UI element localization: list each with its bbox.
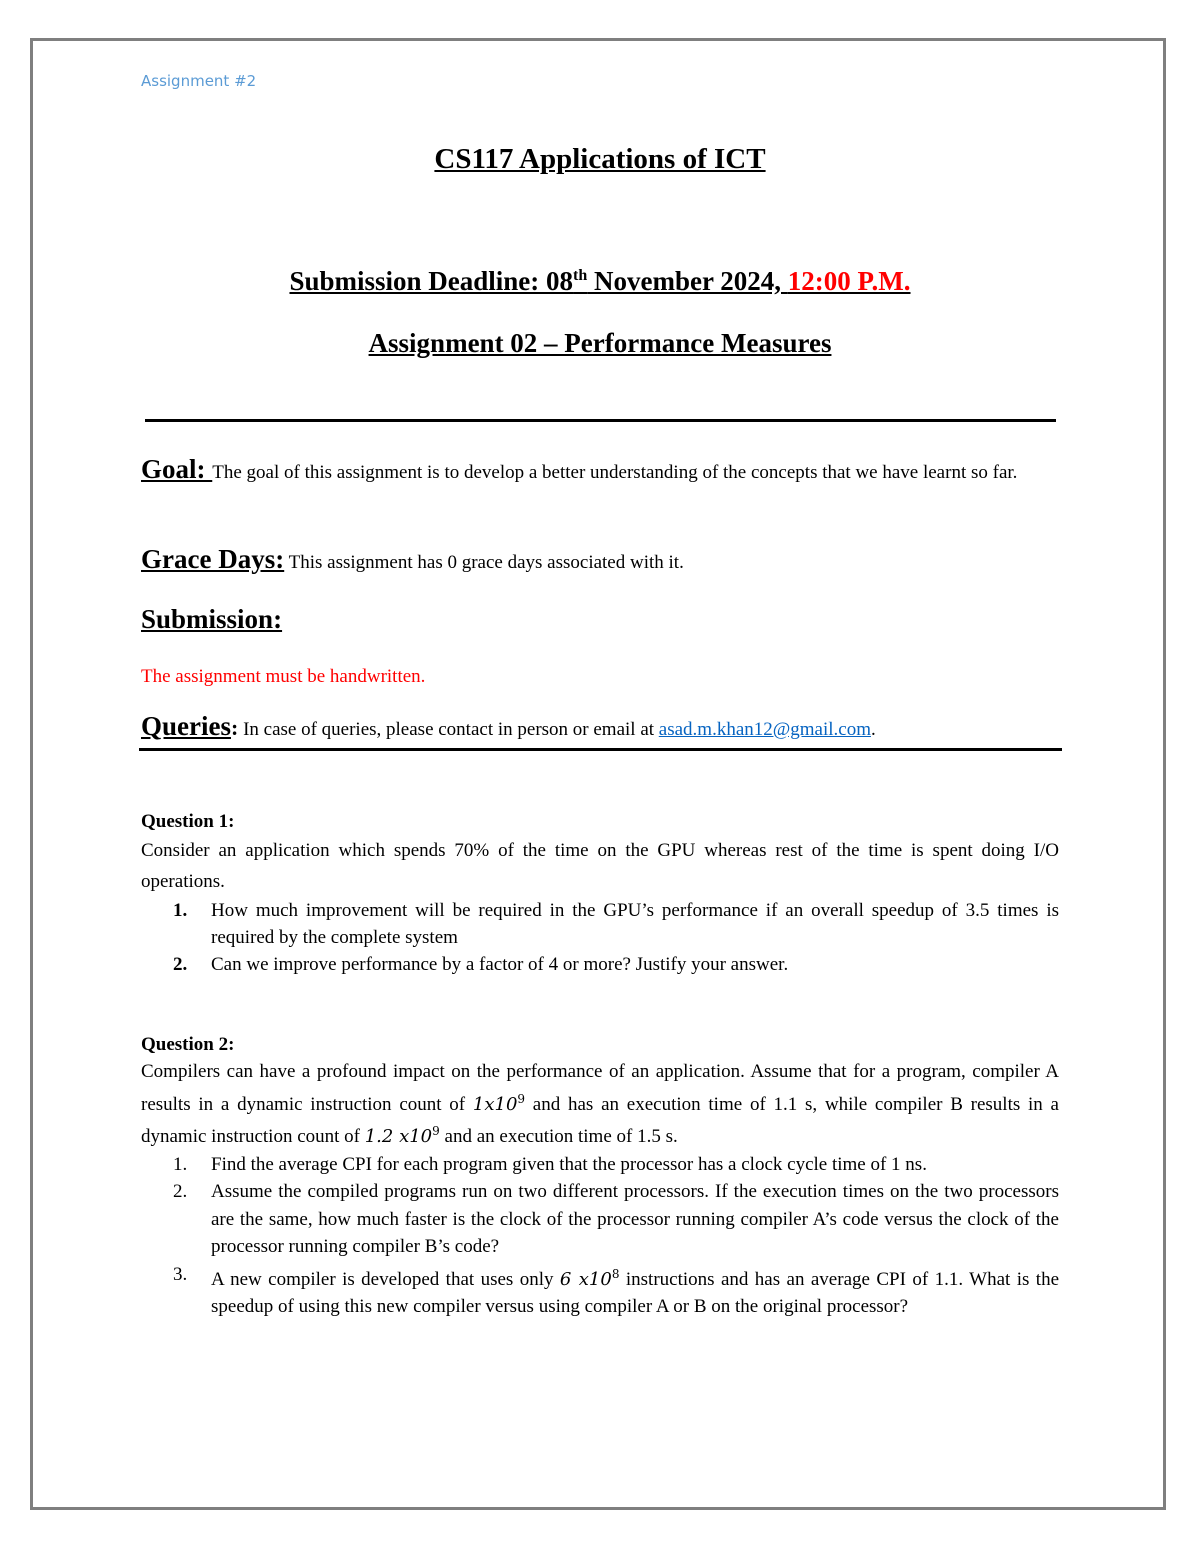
queries-text: In case of queries, please contact in person or email at bbox=[238, 719, 659, 740]
item-text: Assume the compiled programs run on two different processors. If the execution times on the two processors are the same, how much faster is the clock of the processor running compiler A’s code versus the clock of the processor running compiler B’s code? bbox=[211, 1181, 1059, 1257]
deadline-date: November 2024, bbox=[587, 266, 788, 296]
math-base: 6 x10 bbox=[559, 1268, 612, 1290]
body-part-c: and an execution time of 1.5 s. bbox=[439, 1126, 678, 1147]
question-2-body bbox=[141, 1058, 1059, 1151]
queries-label: Queries bbox=[141, 711, 231, 741]
goal-section bbox=[141, 451, 1061, 491]
item-text: How much improvement will be required in the GPU’s performance if an overall speedup of 3.5 times is required by the complete system bbox=[211, 900, 1059, 948]
list-item bbox=[141, 1178, 1059, 1261]
divider-top bbox=[145, 419, 1056, 422]
grace-text: This assignment has 0 grace days associated with it. bbox=[284, 552, 684, 573]
deadline-prefix: Submission Deadline: 08 bbox=[289, 266, 574, 296]
math-base: 1.2 x10 bbox=[364, 1126, 433, 1147]
math-base: 1x10 bbox=[472, 1093, 518, 1115]
header-tag: Assignment #2 bbox=[141, 72, 257, 90]
list-item bbox=[141, 1261, 1059, 1321]
question-1-list bbox=[141, 897, 1059, 978]
deadline-title bbox=[0, 266, 1200, 297]
math-exp: 9 bbox=[517, 1091, 526, 1106]
math-count-a bbox=[472, 1091, 526, 1115]
question-2-title: Question 2: bbox=[141, 1034, 235, 1055]
course-title: CS117 Applications of ICT bbox=[434, 143, 766, 175]
question-2 bbox=[141, 1031, 1059, 1321]
goal-label: Goal: bbox=[141, 454, 213, 484]
question-1-title: Question 1: bbox=[141, 811, 235, 832]
divider-bottom bbox=[139, 748, 1062, 751]
item-text: A new compiler is developed that uses only bbox=[211, 1268, 560, 1290]
math-exp: 9 bbox=[432, 1124, 440, 1138]
email-link[interactable]: asad.m.khan12@gmail.com bbox=[658, 719, 871, 740]
item-number: 2. bbox=[173, 1181, 188, 1202]
item-number: 2. bbox=[173, 954, 188, 975]
question-2-list bbox=[141, 1151, 1059, 1321]
submission-section bbox=[141, 604, 282, 635]
assignment-title: Assignment 02 – Performance Measures bbox=[368, 328, 832, 358]
queries-section bbox=[141, 711, 876, 742]
goal-text: The goal of this assignment is to develop a better understanding of the concepts that we have learnt so far. bbox=[212, 462, 1018, 483]
list-item bbox=[141, 1151, 1059, 1179]
body-part-b: and has an execution time of 1.1 s, while compiler B results in a dynamic instruction count of bbox=[141, 1093, 1059, 1147]
queries-end: . bbox=[870, 719, 876, 740]
item-number: 3. bbox=[173, 1263, 188, 1285]
grace-label: Grace Days: bbox=[141, 544, 285, 574]
queries-colon: : bbox=[230, 715, 239, 740]
item-text: Can we improve performance by a factor of 4 or more? Justify your answer. bbox=[211, 954, 789, 975]
question-1-body: Consider an application which spends 70% of the time on the GPU whereas rest of the time is spent doing I/O operations. bbox=[141, 840, 1059, 892]
grace-section bbox=[141, 544, 684, 575]
math-count-c bbox=[559, 1266, 620, 1290]
item-text: Find the average CPI for each program given that the processor has a clock cycle time of 1 ns. bbox=[211, 1153, 927, 1175]
deadline-sup: th bbox=[573, 267, 588, 284]
item-text-b: instructions and has an average CPI of 1.1. What is the speedup of using this new compiler versus using compiler A or B on the original processor? bbox=[211, 1268, 1059, 1317]
submission-label: Submission: bbox=[141, 604, 283, 634]
math-count-b bbox=[365, 1126, 440, 1147]
item-number: 1. bbox=[173, 900, 188, 921]
deadline-time: 12:00 P.M. bbox=[787, 266, 911, 296]
list-item bbox=[141, 951, 1059, 978]
handwritten-note: The assignment must be handwritten. bbox=[141, 666, 426, 687]
item-number: 1. bbox=[173, 1153, 188, 1175]
list-item bbox=[141, 897, 1059, 951]
math-exp: 8 bbox=[611, 1266, 620, 1281]
question-1 bbox=[141, 808, 1059, 978]
body-part-a: Compilers can have a profound impact on the performance of an application. Assume that for a program, compiler A results in a dynamic instruction count of bbox=[141, 1061, 1059, 1115]
